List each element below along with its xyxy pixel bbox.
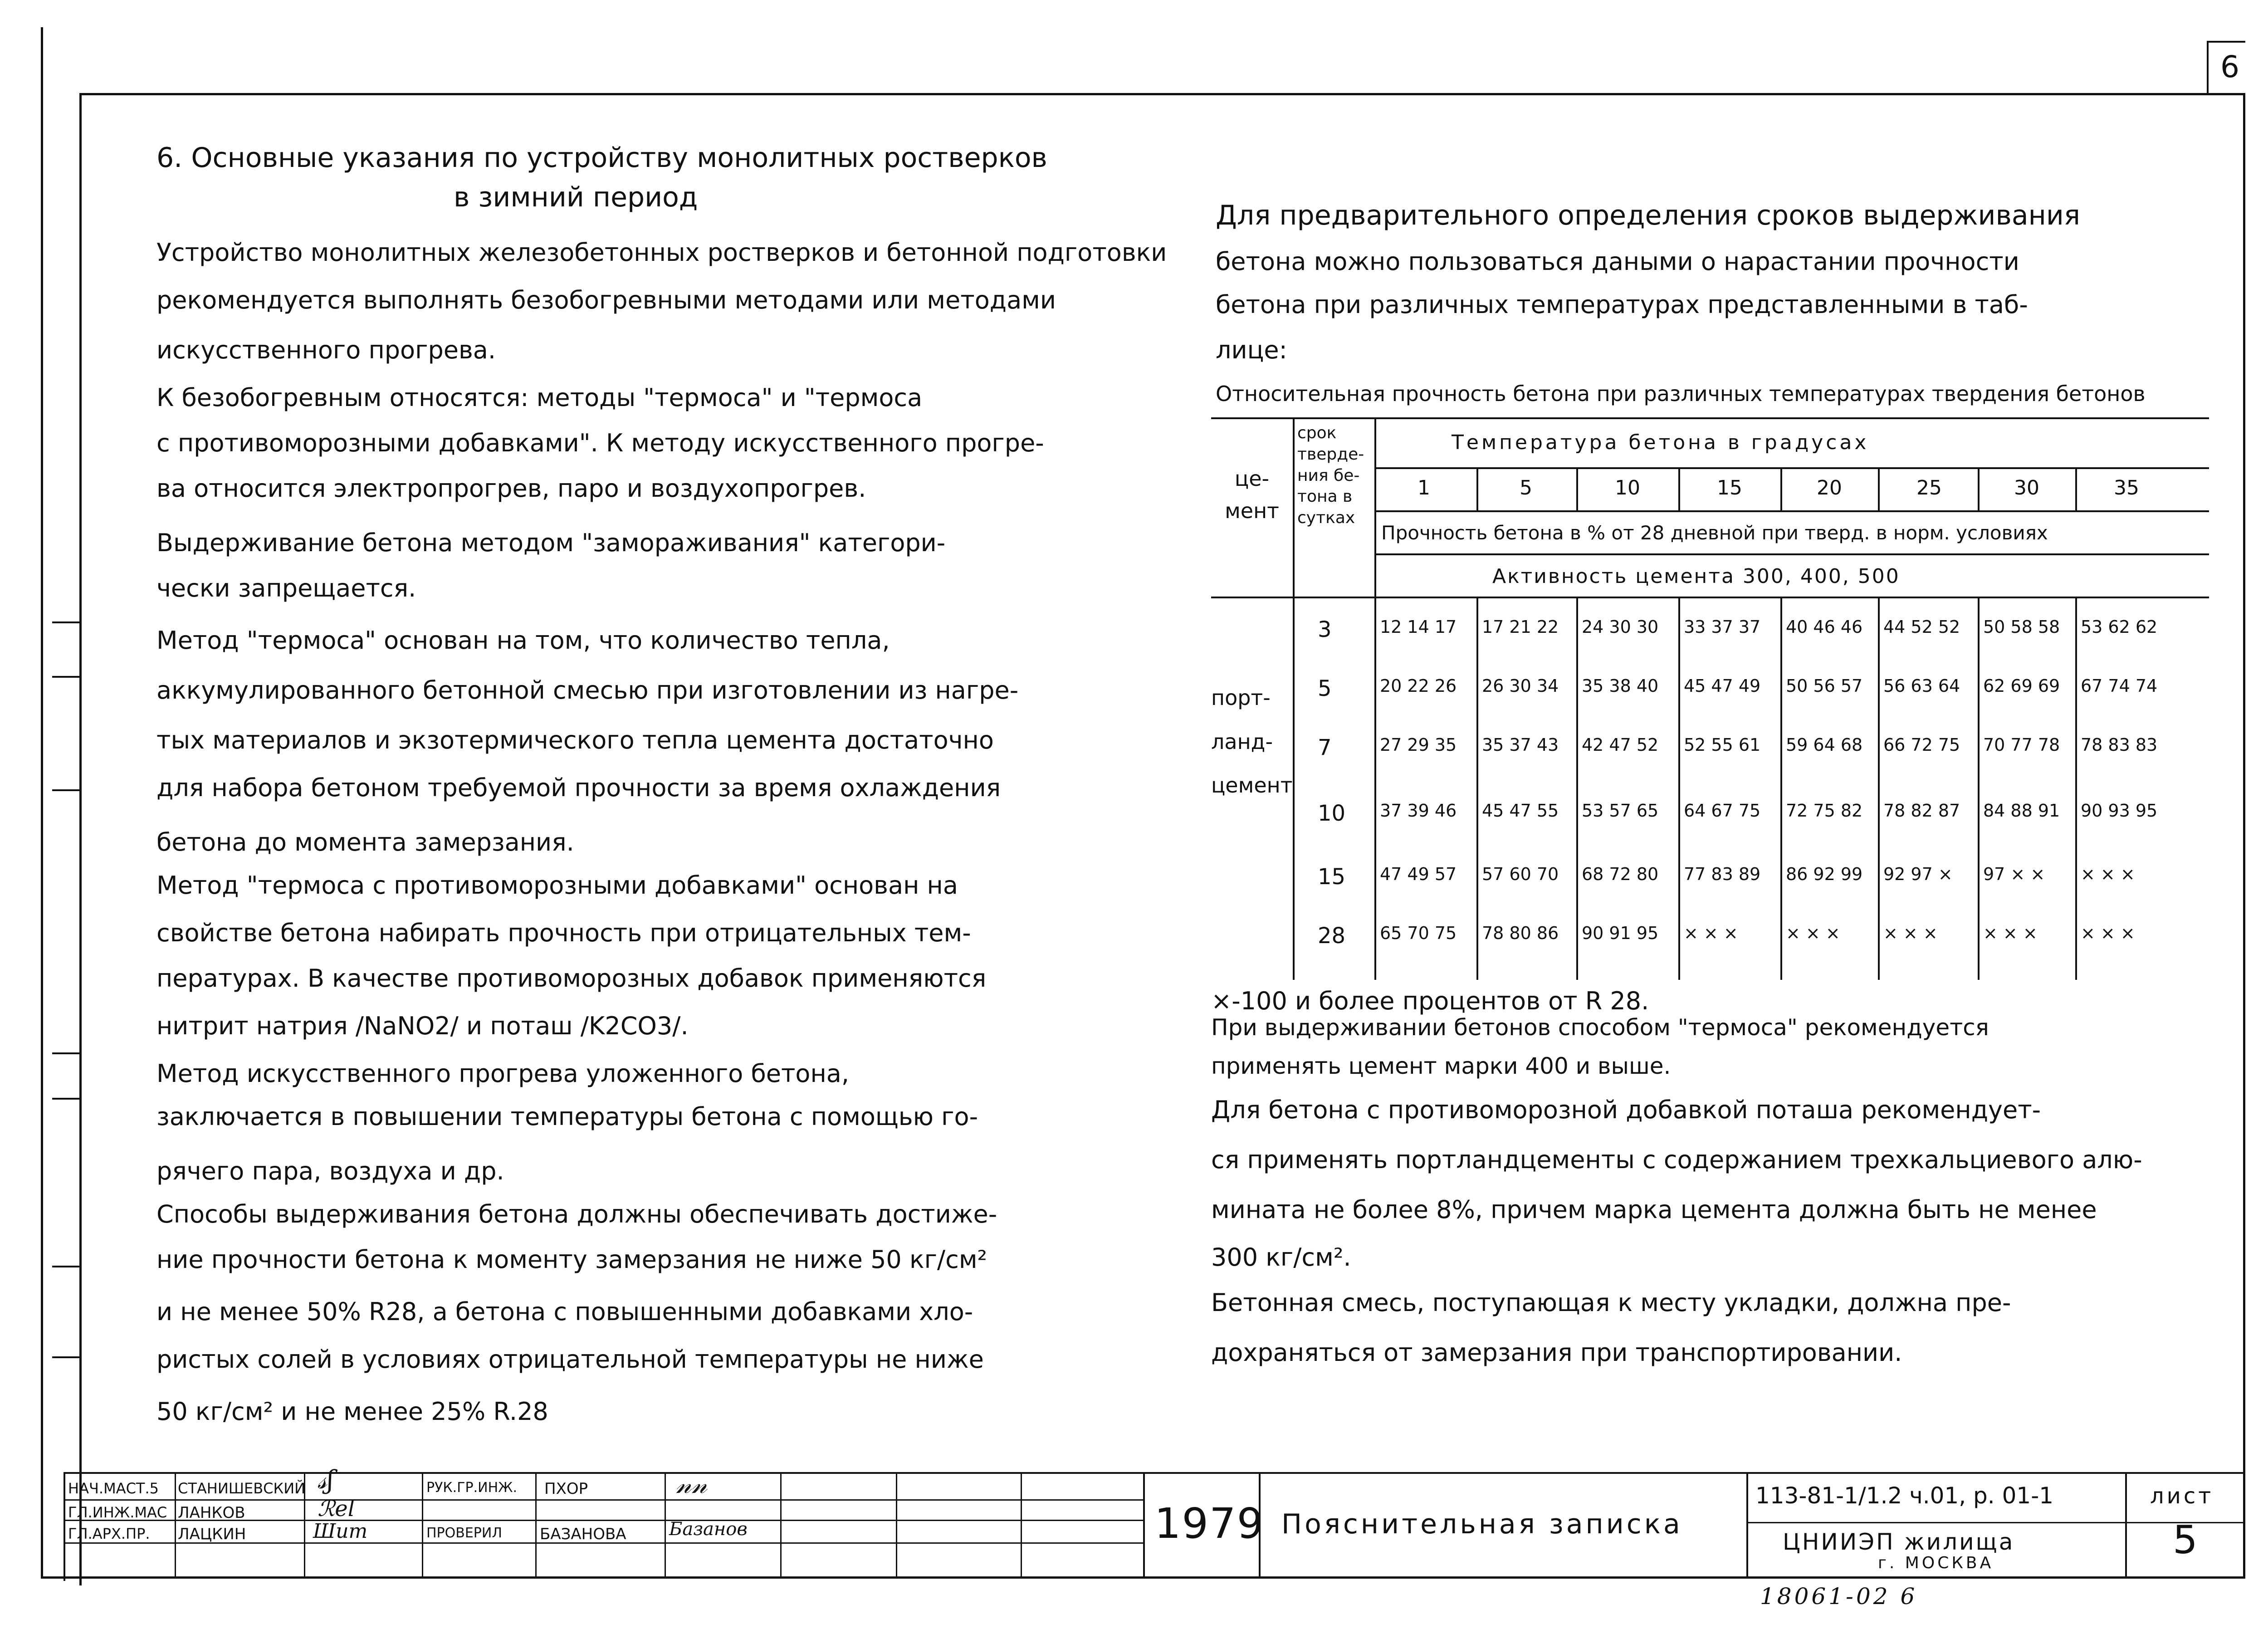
body-line: Метод "термоса с противоморозными добавками" основан на — [156, 871, 958, 900]
tb-role: НАЧ.МАСТ.5 — [68, 1480, 159, 1497]
after-line: Для бетона с противоморозной добавкой поташа рекомендует- — [1211, 1096, 2041, 1124]
table-caption: Относительная прочность бетона при различных температурах твердения бетонов — [1216, 382, 2146, 406]
body-line: тых материалов и экзотермического тепла цемента достаточно — [156, 726, 994, 754]
temp-col-5: 5 — [1520, 476, 1532, 499]
tb-name: ПХОР — [544, 1480, 588, 1498]
tb-rule — [2125, 1472, 2127, 1576]
header-temperature: Температура бетона в градусах — [1452, 431, 1869, 454]
table-rule — [1878, 597, 1880, 980]
strength-cell: 35 37 43 — [1482, 735, 1559, 755]
body-line: Выдерживание бетона методом "замораживания" категори- — [156, 528, 946, 557]
strength-cell: 20 22 26 — [1380, 676, 1457, 696]
temp-col-15: 15 — [1717, 476, 1742, 499]
table-rule — [1978, 467, 1980, 510]
tb-role: ГЛ.ИНЖ.МАС — [68, 1504, 167, 1521]
table-rule — [1211, 417, 2209, 419]
signature-image: Базанов — [669, 1519, 748, 1540]
table-rule — [1878, 467, 1880, 510]
body-line: свойстве бетона набирать прочность при отрицательных тем- — [156, 919, 971, 947]
after-line: ся применять портландцементы с содержанием трехкальциевого алю- — [1211, 1145, 2142, 1174]
body-line: ристых солей в условиях отрицательной температуры не ниже — [156, 1345, 984, 1374]
strength-cell: 66 72 75 — [1883, 735, 1960, 755]
document-code: 113-81-1/1.2 ч.01, р. 01-1 — [1755, 1482, 2054, 1509]
body-line: ва относится электропрогрев, паро и воздухопрогрев. — [156, 474, 866, 503]
row-age: 15 — [1318, 864, 1346, 890]
body-line: ние прочности бетона к моменту замерзания не ниже 50 кг/см² — [156, 1245, 987, 1274]
city: г. МОСКВА — [1878, 1554, 1994, 1572]
cement-name: порт- ланд- цемент — [1211, 685, 1293, 798]
footer-note: 18061-02 6 — [1760, 1583, 1918, 1610]
organization: ЦНИИЭП жилища — [1783, 1529, 2015, 1555]
body-line: К безобогревным относятся: методы "термоса" и "термоса — [156, 383, 923, 412]
margin-tick — [52, 1356, 79, 1358]
frame-bottom — [41, 1576, 2245, 1579]
strength-cell: 26 30 34 — [1482, 676, 1559, 696]
strength-cell: 84 88 91 — [1983, 801, 2060, 821]
outer-frame-left — [41, 27, 43, 1579]
strength-cell: × × × — [2081, 864, 2135, 884]
table-rule — [1678, 597, 1680, 980]
header-strength: Прочность бетона в % от 28 дневной при тверд. в норм. условиях — [1381, 522, 2048, 544]
header-activity: Активность цемента 300, 400, 500 — [1492, 565, 1900, 588]
temp-col-30: 30 — [2014, 476, 2039, 499]
body-line: заключается в повышении температуры бетона с помощью го- — [156, 1102, 978, 1131]
intro-line: Для предварительного определения сроков выдерживания — [1216, 200, 2080, 231]
strength-cell: × × × — [1883, 923, 1938, 943]
strength-cell: 17 21 22 — [1482, 617, 1559, 637]
tb-rule — [1746, 1522, 2245, 1523]
tb-rule — [64, 1472, 2245, 1474]
strength-cell: 64 67 75 — [1684, 801, 1761, 821]
body-line: бетона до момента замерзания. — [156, 828, 574, 856]
temp-col-25: 25 — [1916, 476, 1942, 499]
intro-line: лице: — [1216, 336, 1287, 364]
body-line: нитрит натрия /NaNO2/ и поташ /K2CO3/. — [156, 1012, 689, 1040]
sheet-label: лист — [2150, 1483, 2214, 1509]
tb-rule — [1021, 1472, 1022, 1576]
after-line: При выдерживании бетонов способом "термоса" рекомендуется — [1211, 1014, 1989, 1041]
strength-cell: 35 38 40 — [1582, 676, 1659, 696]
table-rule — [1576, 597, 1578, 980]
after-line: дохраняться от замерзания при транспортировании. — [1211, 1338, 1902, 1367]
signature-image: 𝓈ʃ — [318, 1465, 334, 1495]
margin-tick — [52, 1098, 79, 1100]
corner-sheet-number: 6 — [2220, 49, 2239, 84]
strength-cell: 97 × × — [1983, 864, 2045, 884]
strength-cell: 42 47 52 — [1582, 735, 1659, 755]
tb-rule — [896, 1472, 897, 1576]
temp-col-20: 20 — [1817, 476, 1842, 499]
strength-cell: 52 55 61 — [1684, 735, 1761, 755]
inner-frame-left — [79, 93, 82, 1585]
table-rule — [1780, 597, 1782, 980]
after-line: применять цемент марки 400 и выше. — [1211, 1053, 1671, 1079]
header-age: срок тверде- ния бе- тона в сутках — [1297, 424, 1364, 528]
body-line: и не менее 50% R28, а бетона с повышенными добавками хло- — [156, 1297, 973, 1326]
strength-cell: 67 74 74 — [2081, 676, 2158, 696]
tb-rule — [64, 1499, 1143, 1501]
header-cement: це- мент — [1225, 466, 1279, 523]
strength-cell: 78 83 83 — [2081, 735, 2158, 755]
table-rule — [1678, 467, 1680, 510]
tb-rule — [535, 1472, 537, 1576]
strength-cell: 59 64 68 — [1786, 735, 1863, 755]
table-rule — [1476, 597, 1478, 980]
tb-rule — [422, 1472, 423, 1576]
signature-image: Шит — [313, 1520, 368, 1543]
strength-cell: 62 69 69 — [1983, 676, 2060, 696]
signature-image: 𝓃𝓃 — [676, 1470, 707, 1499]
heading-line-2: в зимний период — [454, 181, 698, 213]
tb-name: СТАНИШЕВСКИЙ — [178, 1480, 306, 1497]
strength-cell: 57 60 70 — [1482, 864, 1559, 884]
table-rule — [2075, 597, 2077, 980]
strength-cell: 47 49 57 — [1380, 864, 1457, 884]
tb-role: ГЛ.АРХ.ПР. — [68, 1525, 150, 1542]
tb-name: ЛАНКОВ — [178, 1504, 245, 1522]
body-line: Устройство монолитных железобетонных ростверков и бетонной подготовки — [156, 238, 1167, 267]
strength-cell: 92 97 × — [1883, 864, 1953, 884]
tb-name: ЛАЦКИН — [178, 1525, 246, 1543]
table-rule — [1374, 553, 2209, 555]
strength-cell: 56 63 64 — [1883, 676, 1960, 696]
margin-tick — [52, 789, 79, 791]
intro-line: бетона при различных температурах представленными в таб- — [1216, 290, 2028, 319]
tb-rule — [780, 1472, 782, 1576]
row-age: 7 — [1318, 735, 1332, 760]
strength-cell: 78 82 87 — [1883, 801, 1960, 821]
strength-cell: 77 83 89 — [1684, 864, 1761, 884]
body-line: чески запрещается. — [156, 574, 416, 602]
strength-cell: × × × — [1684, 923, 1738, 943]
row-age: 10 — [1318, 801, 1346, 826]
tb-name: БАЗАНОВА — [540, 1525, 626, 1543]
strength-cell: 45 47 55 — [1482, 801, 1559, 821]
margin-tick — [52, 676, 79, 678]
year: 1979 — [1154, 1499, 1265, 1548]
margin-tick — [52, 1052, 79, 1054]
strength-cell: 53 62 62 — [2081, 617, 2158, 637]
row-age: 28 — [1318, 923, 1346, 949]
margin-tick — [52, 1266, 79, 1267]
body-line: Способы выдерживания бетона должны обеспечивать достиже- — [156, 1200, 997, 1228]
strength-cell: 33 37 37 — [1684, 617, 1761, 637]
table-rule — [1374, 467, 2209, 469]
strength-cell: 37 39 46 — [1380, 801, 1457, 821]
after-line: Бетонная смесь, поступающая к месту укладки, должна пре- — [1211, 1288, 2011, 1317]
strength-cell: 12 14 17 — [1380, 617, 1457, 637]
body-line: для набора бетоном требуемой прочности за время охлаждения — [156, 773, 1001, 802]
table-rule — [1476, 467, 1478, 510]
table-rule — [1780, 467, 1782, 510]
document-title: Пояснительная записка — [1281, 1508, 1683, 1540]
strength-cell: 40 46 46 — [1786, 617, 1863, 637]
body-line: с противоморозными добавками". К методу искусственного прогре- — [156, 429, 1044, 457]
temp-col-35: 35 — [2114, 476, 2139, 499]
body-line: 50 кг/см² и не менее 25% R.28 — [156, 1397, 548, 1426]
sheet-number: 5 — [2173, 1517, 2198, 1563]
corner-box-left — [2207, 41, 2209, 95]
strength-cell: 27 29 35 — [1380, 735, 1457, 755]
strength-cell: 86 92 99 — [1786, 864, 1863, 884]
strength-cell: × × × — [2081, 923, 2135, 943]
tb-role: РУК.ГР.ИНЖ. — [426, 1480, 517, 1496]
row-age: 3 — [1318, 617, 1332, 642]
tb-rule — [1746, 1472, 1748, 1576]
body-line: пературах. В качестве противоморозных добавок применяются — [156, 964, 987, 993]
heading-line-1: 6. Основные указания по устройству монолитных ростверков — [156, 142, 1047, 174]
after-line: ×-100 и более процентов от R 28. — [1211, 987, 1649, 1015]
body-line: искусственного прогрева. — [156, 336, 496, 364]
table-rule — [1293, 417, 1295, 980]
strength-cell: 65 70 75 — [1380, 923, 1457, 943]
strength-cell: 24 30 30 — [1582, 617, 1659, 637]
strength-cell: 90 91 95 — [1582, 923, 1659, 943]
strength-cell: × × × — [1786, 923, 1840, 943]
margin-tick — [52, 621, 79, 623]
body-line: аккумулированного бетонной смесью при изготовлении из нагре- — [156, 676, 1019, 704]
strength-cell: 78 80 86 — [1482, 923, 1559, 943]
after-line: 300 кг/см². — [1211, 1243, 1351, 1272]
signature-image: ℛel — [318, 1496, 355, 1521]
strength-cell: 72 75 82 — [1786, 801, 1863, 821]
table-rule — [1211, 597, 2209, 598]
strength-cell: 44 52 52 — [1883, 617, 1960, 637]
table-rule — [1374, 510, 2209, 512]
intro-line: бетона можно пользоваться даными о нарастании прочности — [1216, 247, 2019, 276]
tb-rule — [665, 1472, 666, 1576]
table-rule — [1978, 597, 1980, 980]
strength-cell: 53 57 65 — [1582, 801, 1659, 821]
body-line: рекомендуется выполнять безобогревными методами или методами — [156, 286, 1056, 314]
tb-rule — [1143, 1472, 1145, 1576]
tb-role: ПРОВЕРИЛ — [426, 1525, 502, 1541]
row-age: 5 — [1318, 676, 1332, 701]
body-line: рячего пара, воздуха и др. — [156, 1157, 504, 1185]
tb-rule — [64, 1472, 65, 1581]
strength-cell: 50 58 58 — [1983, 617, 2060, 637]
strength-cell: 45 47 49 — [1684, 676, 1761, 696]
body-line: Метод "термоса" основан на том, что количество тепла, — [156, 626, 890, 655]
inner-frame-right — [2243, 93, 2245, 1576]
table-rule — [1576, 467, 1578, 510]
strength-cell: 50 56 57 — [1786, 676, 1863, 696]
strength-cell: × × × — [1983, 923, 2038, 943]
tb-rule — [175, 1472, 176, 1576]
strength-cell: 68 72 80 — [1582, 864, 1659, 884]
body-line: Метод искусственного прогрева уложенного бетона, — [156, 1059, 850, 1088]
temp-col-10: 10 — [1615, 476, 1640, 499]
table-rule — [1374, 417, 1376, 980]
strength-cell: 70 77 78 — [1983, 735, 2060, 755]
corner-box-top — [2207, 41, 2245, 43]
table-rule — [2075, 467, 2077, 510]
strength-cell: 90 93 95 — [2081, 801, 2158, 821]
temp-col-1: 1 — [1418, 476, 1430, 499]
after-line: мината не более 8%, причем марка цемента должна быть не менее — [1211, 1195, 2097, 1224]
inner-frame-top — [79, 93, 2245, 95]
